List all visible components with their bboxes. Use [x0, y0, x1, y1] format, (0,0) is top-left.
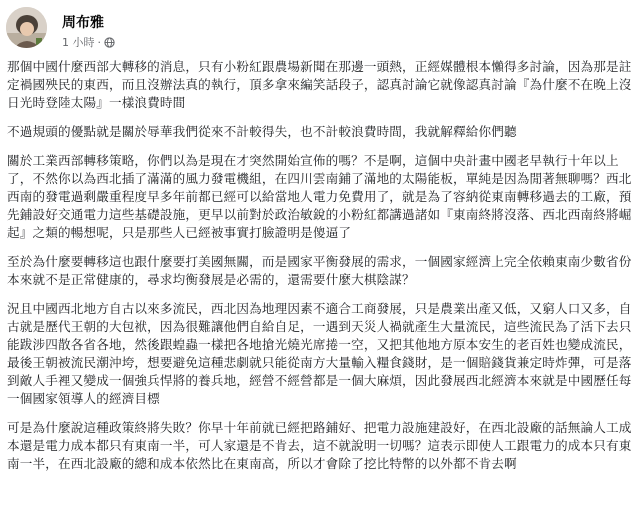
post-paragraph: 關於工業西部轉移策略，你們以為是現在才突然開始宣佈的嗎？不是啊，這個中央計畫中國老早執行十年以上了，不然你以為西北插了滿滿的風力發電機組，在四川雲南鋪了滿地的太陽能板，單純是因為閒著無聊嗎？西北西南的發電過剩嚴重程度早多年前都已經可以給當地人電力免費用了，就是為了容納從東南轉移過去的工廠，預先鋪設好交通電力這些基礎設施，更早以前對於政治敏銳的小粉紅都講過諸如『東南終將沒落、西北西南終將崛起』之類的暢想呢，只是那些人已經被事實打臉證明是傻逼了: [7, 153, 632, 240]
meta-separator: ·: [97, 35, 101, 49]
post-meta: [62, 34, 115, 50]
author-avatar[interactable]: [6, 7, 47, 48]
post-paragraph: 不過規頭的優點就是關於辱華我們從來不計較得失，也不計較浪費時間，我就解釋給你們聽: [7, 124, 517, 139]
post-time[interactable]: 1 小時: [62, 36, 95, 49]
post-body: [7, 58, 635, 484]
globe-icon[interactable]: [104, 37, 115, 48]
post-paragraph: 況且中國西北地方自古以來多流民，西北因為地理因素不適合工商發展，只是農業出產又低，又窮人口又多，自古就是歷代王朝的大包袱，因為很難讓他們自給自足，一遇到天災人禍就產生大量流民，這些流民為了活下去只能跋涉四散各省各地，然後跟蝗蟲一樣把各地搶光燒光席捲一空，又把其他地方原本安生的老百姓也變成流民，最後王朝被流民潮沖垮，想要避免這種悲劇就只能從南方大量輸入糧食錢財，是一個賠錢貨兼定時炸彈，可是落到敵人手裡又變成一個強兵悍將的養兵地，經營不經營都是一個大麻煩，因此發展西北經濟本來就是中國歷任每一個國家領導人的經濟目標: [7, 301, 632, 406]
author-name[interactable]: 周布雅: [62, 15, 104, 31]
post-paragraph: 可是為什麼說這種政策終將失敗？你早十年前就已經把路鋪好、把電力設施建設好，在西北設廠的話無論人工成本還是電力成本都只有東南一半，可人家還是不肯去，這不就說明一切嗎？這表示即使人工跟電力的成本只有東南一半，在西北設廠的總和成本依然比在東南高，所以才會除了挖比特幣的以外都不肯去啊: [7, 420, 632, 471]
post-paragraph: 那個中國什麼西部大轉移的消息，只有小粉紅跟農場新聞在那邊一頭熱，正經媒體根本懶得多討論，因為那是註定禍國殃民的東西，而且沒辦法真的執行，頂多拿來編笑話段子，認真討論它就像認真討論『為什麼不在晚上沒日光時登陸太陽』一樣浪費時間: [7, 59, 632, 110]
post-paragraph: 至於為什麼要轉移這也跟什麼要打美國無關，而是國家平衡發展的需求，一個國家經濟上完全依賴東南少數省份本來就不是正常健康的，尋求均衡發展是必需的，還需要什麼大棋陰謀？: [7, 254, 632, 287]
avatar-image: [6, 7, 47, 48]
